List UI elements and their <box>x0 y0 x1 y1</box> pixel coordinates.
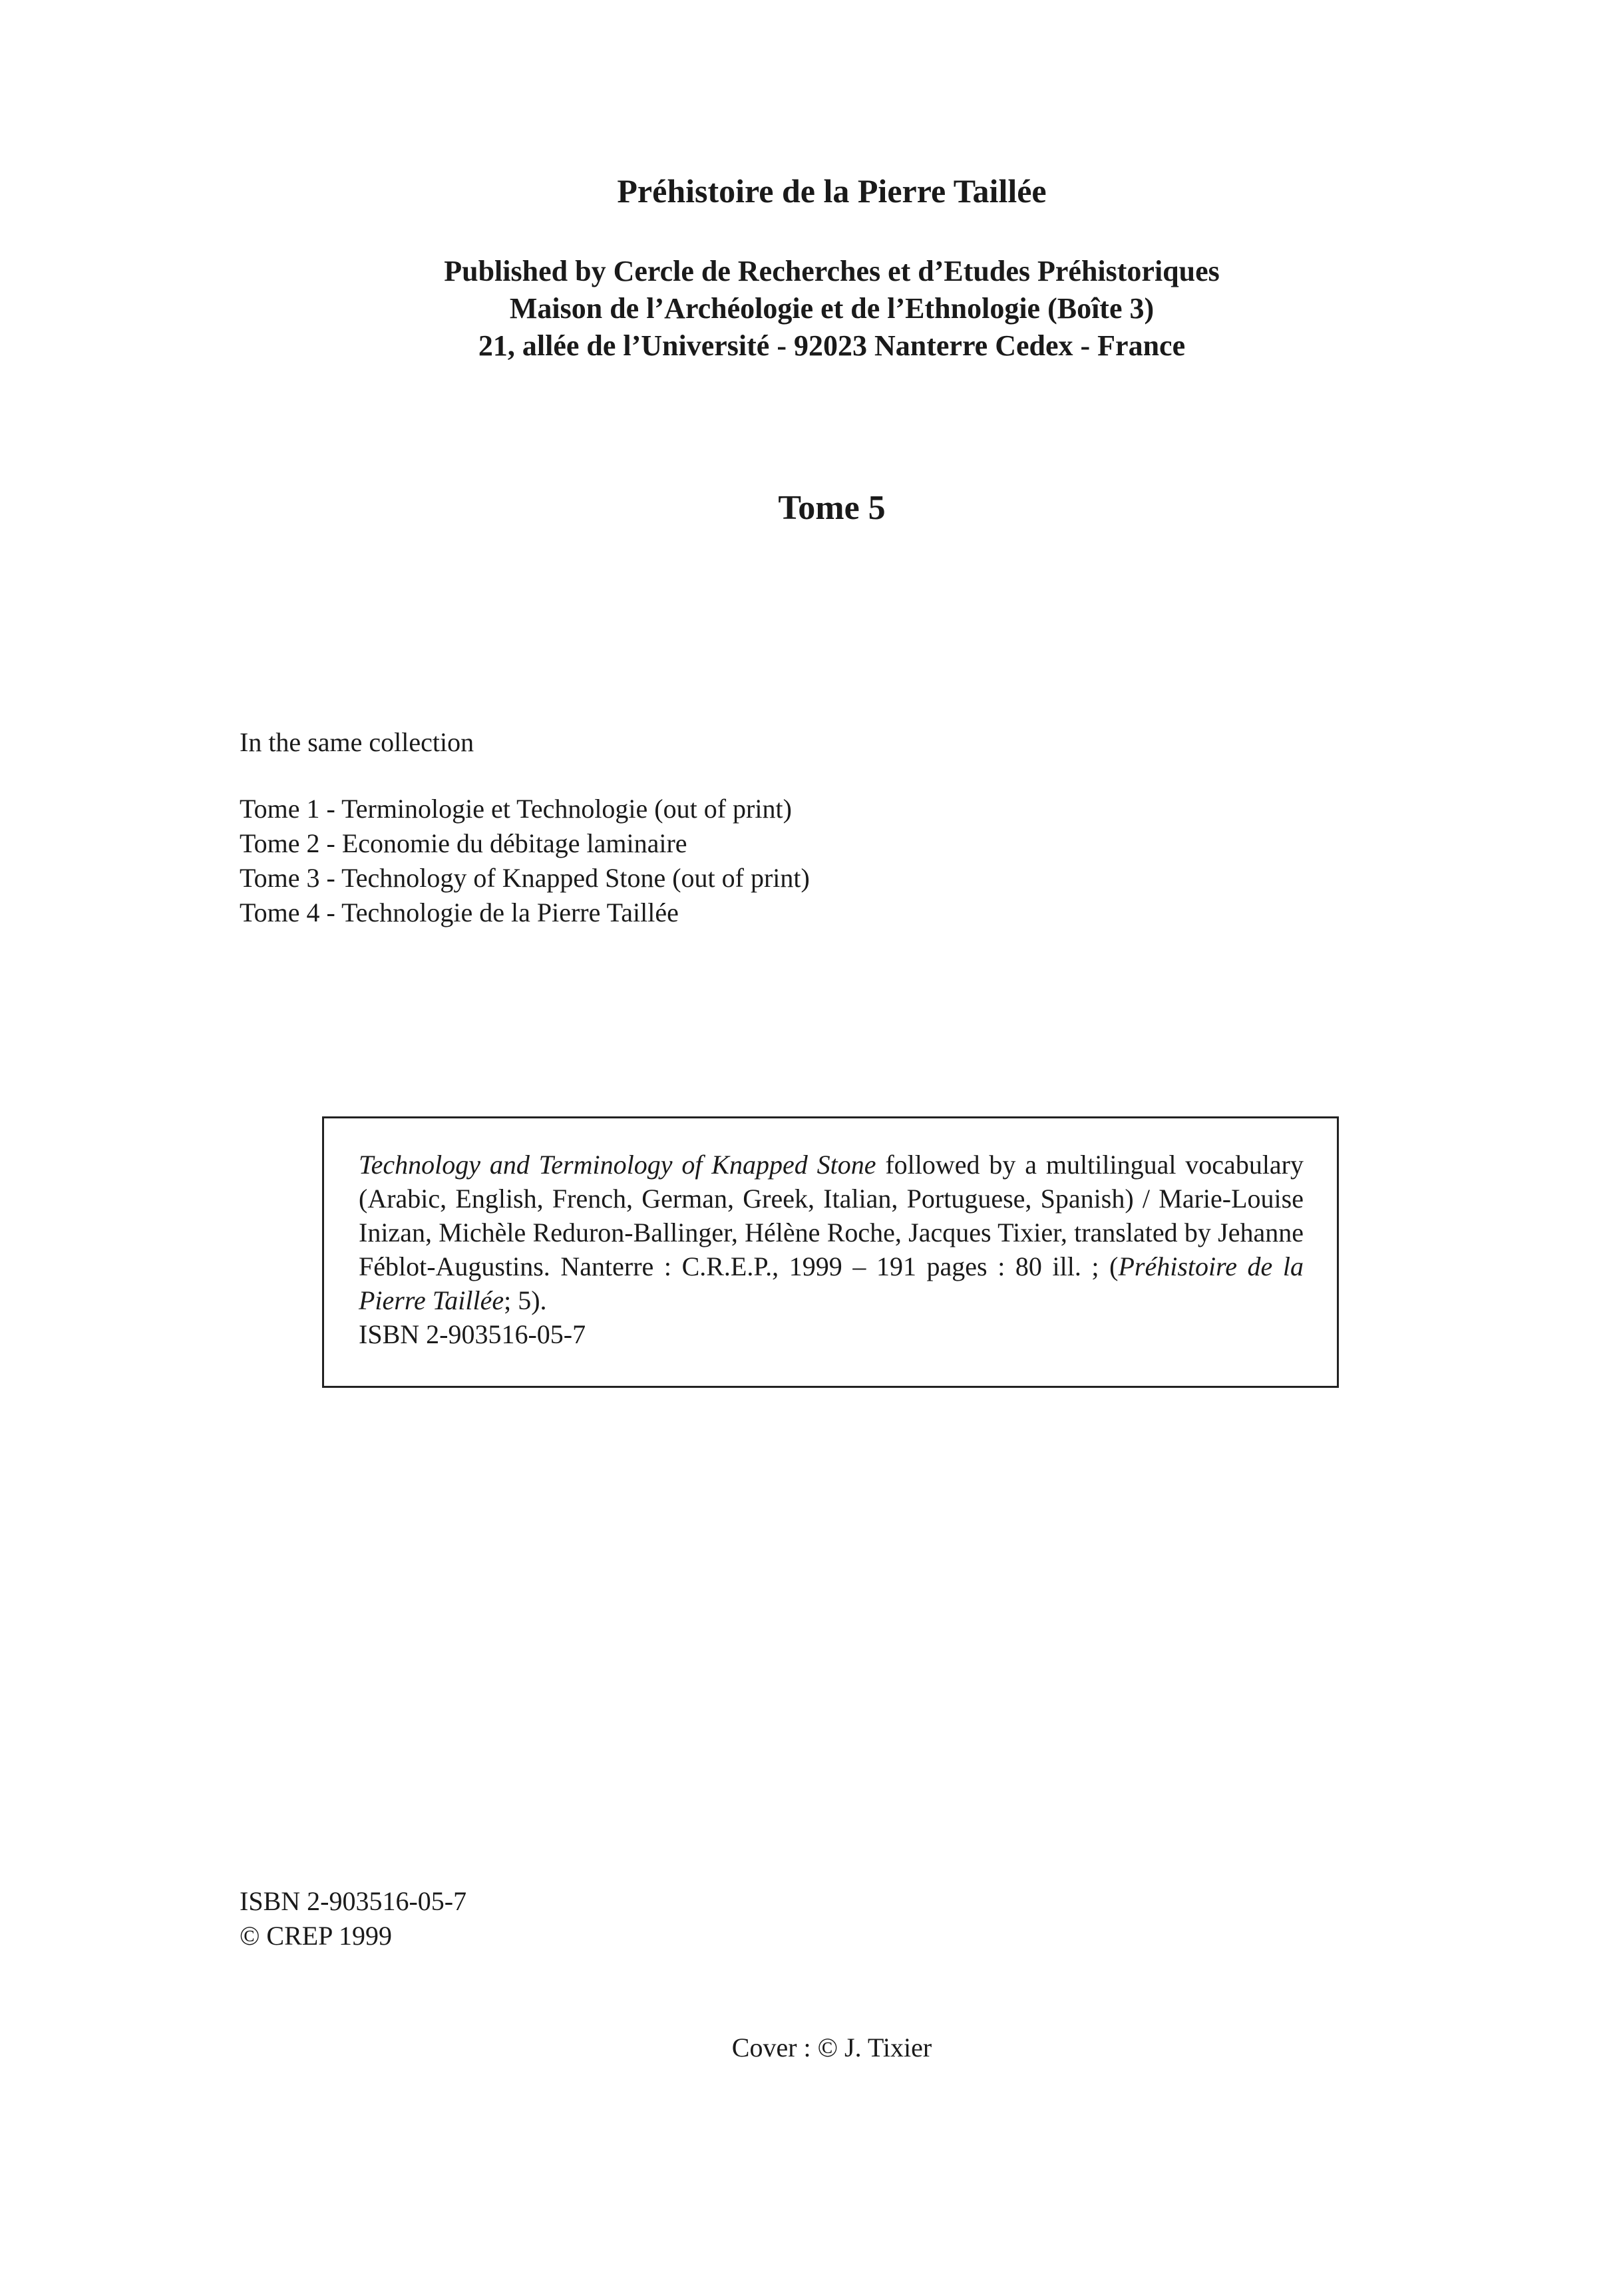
tome-number: Tome 5 <box>778 489 886 527</box>
catalog-isbn: ISBN 2-903516-05-7 <box>359 1319 586 1349</box>
collection-item: Tome 3 - Technology of Knapped Stone (out of print) <box>240 863 810 893</box>
catalog-series-close: ; 5). <box>504 1285 547 1315</box>
same-collection-section <box>240 725 810 930</box>
collection-item: Tome 1 - Terminologie et Technologie (out of print) <box>240 794 792 824</box>
collection-list <box>240 792 810 930</box>
publisher-line: Maison de l’Archéologie et de l’Ethnologie (Boîte 3) <box>509 292 1155 325</box>
copyright-block <box>240 1884 466 1953</box>
collection-heading: In the same collection <box>240 727 474 757</box>
catalog-book-title: Technology and Terminology of Knapped Stone <box>359 1150 876 1180</box>
isbn-number: ISBN 2-903516-05-7 <box>240 1886 467 1916</box>
copyright-notice: © CREP 1999 <box>240 1921 392 1951</box>
publisher-line: Published by Cercle de Recherches et d’Etudes Préhistoriques <box>444 255 1220 287</box>
publisher-line: 21, allée de l’Université - 92023 Nanterre Cedex - France <box>478 329 1186 362</box>
publisher-address <box>0 253 1621 365</box>
series-title: Préhistoire de la Pierre Taillée <box>617 172 1047 210</box>
catalog-series-name: Préhistoire de la Pierre Taillée <box>359 1251 1304 1315</box>
cover-credit: Cover : © J. Tixier <box>731 2033 932 2062</box>
catalog-record-box <box>322 1116 1339 1388</box>
collection-item: Tome 2 - Economie du débitage laminaire <box>240 828 687 858</box>
catalog-series-open: ( <box>1109 1251 1119 1281</box>
collection-item: Tome 4 - Technologie de la Pierre Taillée <box>240 898 679 927</box>
catalog-description: followed by a multilingual vocabulary (Arabic, English, French, German, Greek, Italian, Portuguese, Spanish) / Marie-Louise Inizan, Michèle Reduron-Ballinger, Hélène Roche, Jacques Tixier, translated by Jehanne Féblot-Augustins. Nanterre : C.R.E.P., 1999 – 191 pages : 80 ill. ; <box>359 1150 1304 1281</box>
catalog-record-text <box>359 1148 1304 1317</box>
